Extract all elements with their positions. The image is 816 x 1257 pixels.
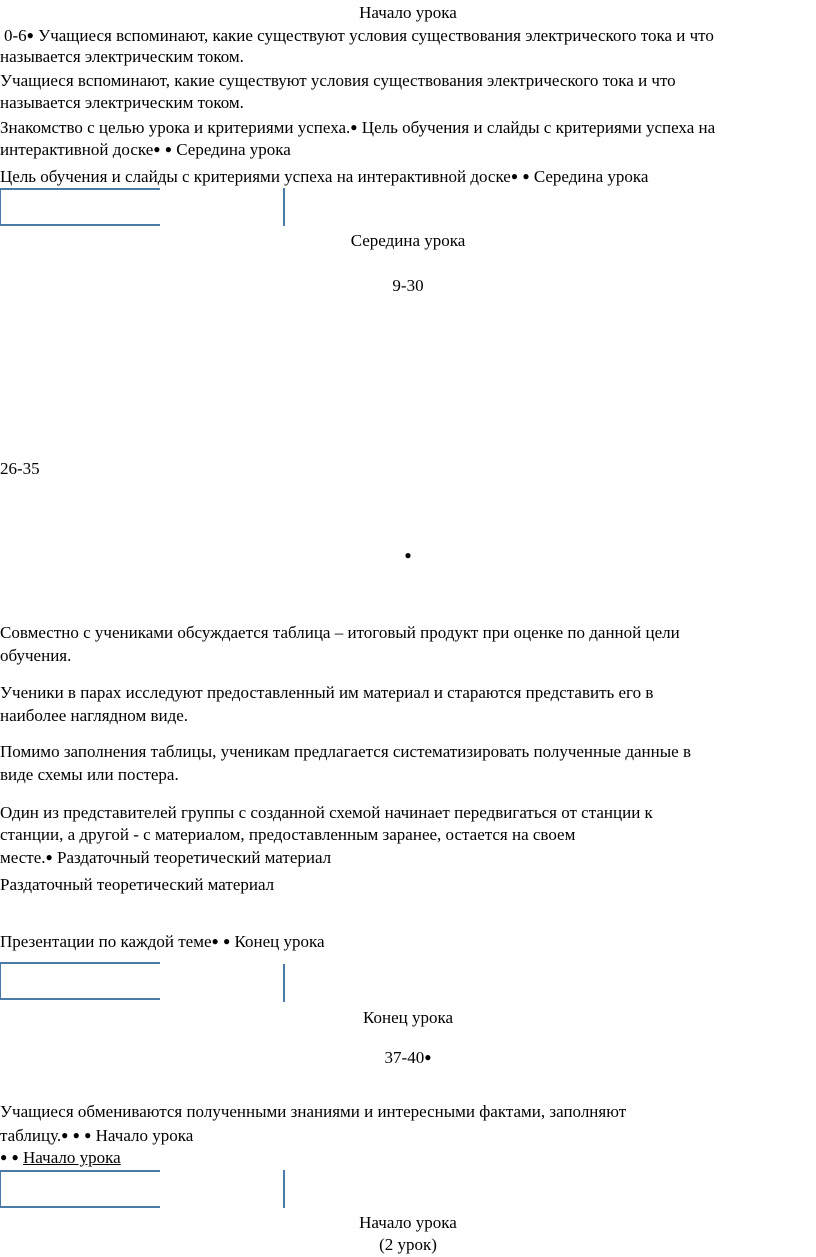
line-5-part-b: Цель обучения и слайды с критериями успеха на [361,118,716,137]
line-5-part-a: Знакомство с целью урока и критериями успеха. [0,118,351,137]
line-1-text: Учащиеся вспоминают, какие существуют условия существования электрического тока и что [38,26,714,45]
paragraph-3-line-1: Помимо заполнения таблицы, ученикам предлагается систематизировать полученные данные в [0,742,691,761]
bullet-icon: ● [0,1150,8,1164]
bullet-icon: ● [510,169,519,183]
paragraph-1-line-1: Совместно с учениками обсуждается таблица – итоговый продукт при оценке по данной цели [0,623,680,642]
bullet-icon: ● [61,1128,69,1142]
table-cell-frame [0,962,160,1000]
bullet-icon: ● [211,934,219,948]
line-1 [4,24,714,47]
bullet-icon: ● [164,142,172,156]
end-paragraph-line-2 [0,1124,193,1147]
line-6-part-b: Середина урока [176,140,291,159]
bullet-icon: ● [84,1128,92,1142]
line-3: Учащиеся вспоминают, какие существуют условия существования электрического тока и что [0,71,676,90]
line-7-part-b: Середина урока [533,167,649,186]
section-title-next-lesson: Начало урока [359,1213,457,1232]
time-range-end-text: 37-40 [384,1048,425,1067]
bullet-icon: ● [72,1128,80,1142]
presentation-end-label: Конец урока [234,932,325,951]
line-4: называется электрическим током. [0,93,244,112]
bullet-icon: ● [153,142,161,156]
table-column-divider [283,188,285,226]
paragraph-4-line-2: станции, а другой - с материалом, предоставленным заранее, остается на своем [0,825,576,844]
section-title-middle: Середина урока [350,231,466,250]
paragraph-4-text: месте. [0,848,46,867]
bullet-icon: ● [404,548,412,562]
line-7 [0,165,648,188]
end-paragraph-next-label: Начало урока [95,1126,194,1145]
paragraph-4-material: Раздаточный теоретический материал [57,848,332,867]
paragraph-2-line-1: Ученики в парах исследуют предоставленный им материал и стараются представить его в [0,683,654,702]
paragraph-4-line-1: Один из представителей группы с созданной схемой начинает передвигаться от станции к [0,803,653,822]
time-range-end [0,1046,816,1069]
bullet-icon: ● [522,169,530,183]
line-2: называется электрическим током. [0,47,244,66]
table-column-divider [283,1170,285,1208]
line-5 [0,116,715,139]
time-range-middle-2: 26-35 [0,459,40,478]
bullet-icon: ● [11,1150,19,1164]
table-cell-frame [0,1170,160,1208]
presentation-line [0,930,325,953]
paragraph-4-line-3 [0,846,331,869]
bullet-icon: ● [26,28,34,42]
end-paragraph-line-3 [0,1146,121,1169]
section-title-start: Начало урока [359,3,457,22]
section-title-end: Конец урока [362,1008,454,1027]
line-6 [0,138,291,161]
paragraph-1-line-2: обучения. [0,646,72,665]
presentation-text: Презентации по каждой теме [0,932,212,951]
next-lesson-label: Начало урока [23,1148,121,1167]
bullet-icon: ● [223,934,231,948]
bullet-icon: ● [45,850,53,864]
line-6-part-a: интерактивной доске [0,140,154,159]
end-paragraph-text: таблицу. [0,1126,62,1145]
table-cell-frame [0,188,160,226]
handout-label: Раздаточный теоретический материал [0,875,275,894]
time-range-start: 0-6 [4,26,27,45]
time-range-middle: 9-30 [392,276,424,295]
lesson-number: (2 урок) [379,1235,437,1254]
bullet-icon: ● [350,120,358,134]
line-7-part-a: Цель обучения и слайды с критериями успеха на интерактивной доске [0,167,511,186]
bullet-icon: ● [424,1050,432,1064]
end-paragraph-line-1: Учащиеся обмениваются полученными знаниями и интересными фактами, заполняют [0,1102,627,1121]
paragraph-3-line-2: виде схемы или постера. [0,765,179,784]
paragraph-2-line-2: наиболее наглядном виде. [0,706,189,725]
table-column-divider [283,964,285,1002]
